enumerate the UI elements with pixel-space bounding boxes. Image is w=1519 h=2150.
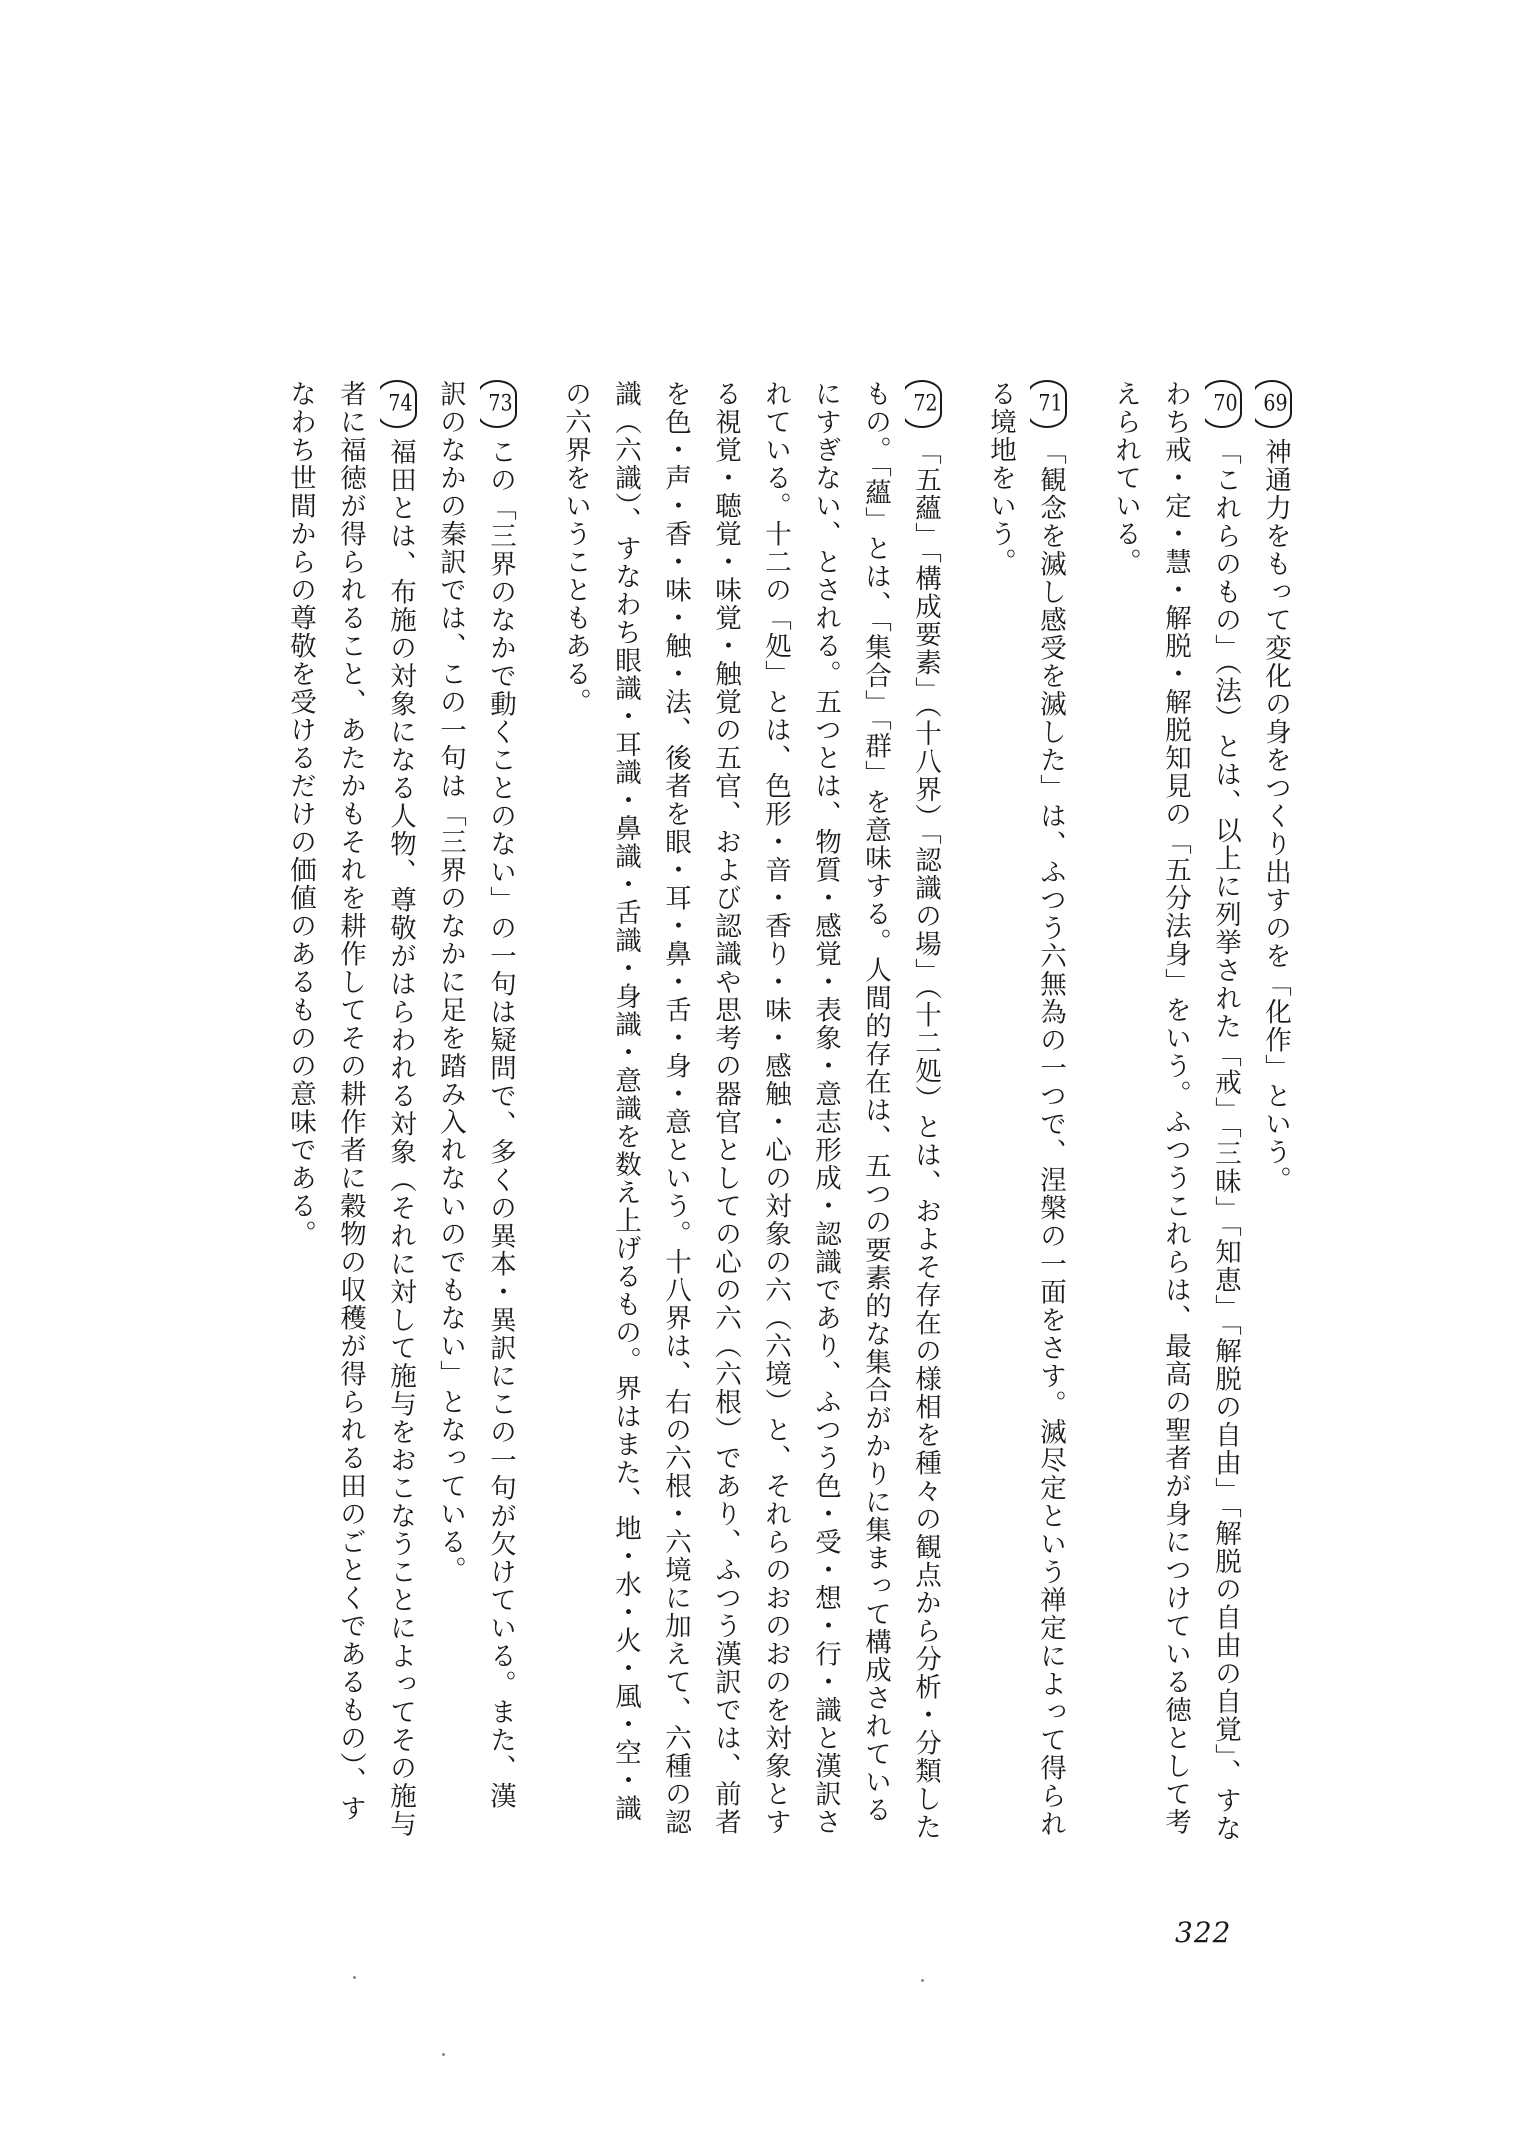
page-number: 322: [1175, 1916, 1232, 1949]
note-71-line-1: [1030, 380, 1070, 1940]
note-74-line-3: [280, 380, 320, 1940]
note-69-line-1: [1255, 380, 1295, 1940]
note-text: 福田とは、布施の対象になる人物、尊敬がはらわれる対象（それに対して施与をおこなうことによってその施与: [385, 438, 416, 1838]
note-text: 神通力をもって変化の身をつくり出すのを「化作」という。: [1260, 438, 1291, 1194]
note-73-line-2: [430, 380, 470, 1940]
note-text: にすぎない、とされる。五つとは、物質・感覚・表象・意志形成・認識であり、ふつう色・受・想・行・識と漢訳さ: [810, 380, 841, 1836]
note-text: なわち世間からの尊敬を受けるだけの価値のあるものの意味である。: [285, 380, 316, 1248]
scan-speck: [442, 2053, 445, 2056]
note-74-line-2: [330, 380, 370, 1940]
note-72-line-7: [605, 380, 645, 1940]
note-text: もの。「蘊」とは、「集合」「群」を意味する。人間的存在は、五つの要素的な集合がかりに集まって構成されている: [860, 380, 891, 1825]
note-text: この「三界のなかで動くことのない」の一句は疑問で、多くの異本・異訳にこの一句が欠けている。また、漢: [485, 438, 516, 1810]
note-72-line-2: [855, 380, 895, 1940]
note-text: 者に福徳が得られること、あたかもそれを耕作してその耕作者に穀物の収穫が得られる田のごとくであるもの）、す: [335, 380, 366, 1823]
scan-speck: [921, 1979, 924, 1982]
note-text: わち戒・定・慧・解脱・解脱知見の「五分法身」をいう。ふつうこれらは、最高の聖者が身につけている徳として考: [1160, 380, 1191, 1836]
note-text: 「観念を滅し感受を滅した」は、ふつう六無為の一つで、涅槃の一面をさす。滅尽定という禅定によって得られ: [1035, 438, 1066, 1838]
note-71-line-2: [980, 380, 1020, 1940]
note-70-line-2: [1155, 380, 1195, 1940]
note-text: を色・声・香・味・触・法、後者を眼・耳・鼻・舌・身・意という。十八界は、右の六根・六境に加えて、六種の認: [660, 380, 691, 1836]
note-text: えられている。: [1110, 380, 1141, 576]
note-72-line-1: [905, 380, 945, 1940]
note-text: れている。十二の「処」とは、色形・音・香り・味・感触・心の対象の六（六境）と、それらのおのおのを対象とす: [760, 380, 791, 1836]
note-72-line-4: [755, 380, 795, 1940]
note-text: 識（六識）、すなわち眼識・耳識・鼻識・舌識・身識・意識を数え上げるもの。界はまた、地・水・火・風・空・識: [610, 380, 641, 1823]
note-72-line-8: [555, 380, 595, 1940]
note-number: 71: [1030, 380, 1067, 428]
note-number: 70: [1205, 380, 1242, 428]
note-text: 「五蘊」「構成要素」（十八界）「認識の場」（十二処）とは、およそ存在の様相を種々の観点から分析・分類した: [910, 438, 941, 1841]
note-number: 74: [380, 380, 417, 428]
note-text: 訳のなかの秦訳では、この一句は「三界のなかに足を踏み入れないのでもない」となっている。: [435, 380, 466, 1584]
note-number: 69: [1255, 380, 1292, 428]
note-text: る視覚・聴覚・味覚・触覚の五官、および認識や思考の器官としての心の六（六根）であり、ふつう漢訳では、前者: [710, 380, 741, 1836]
note-text: 「これらのもの」（法）とは、以上に列挙された「戒」「三昧」「知恵」「解脱の自由」「解脱の自由の自覚」、すな: [1210, 438, 1241, 1843]
note-74-line-1: [380, 380, 420, 1940]
note-number: 73: [480, 380, 517, 428]
note-72-line-3: [805, 380, 845, 1940]
note-70-line-3: [1105, 380, 1145, 1940]
note-73-line-1: [480, 380, 520, 1940]
note-text: の六界をいうこともある。: [560, 380, 591, 716]
note-number: 72: [905, 380, 942, 428]
note-70-line-1: [1205, 380, 1245, 1940]
note-72-line-6: [655, 380, 695, 1940]
note-text: る境地をいう。: [985, 380, 1016, 576]
scan-speck: [353, 1976, 356, 1979]
note-72-line-5: [705, 380, 745, 1940]
